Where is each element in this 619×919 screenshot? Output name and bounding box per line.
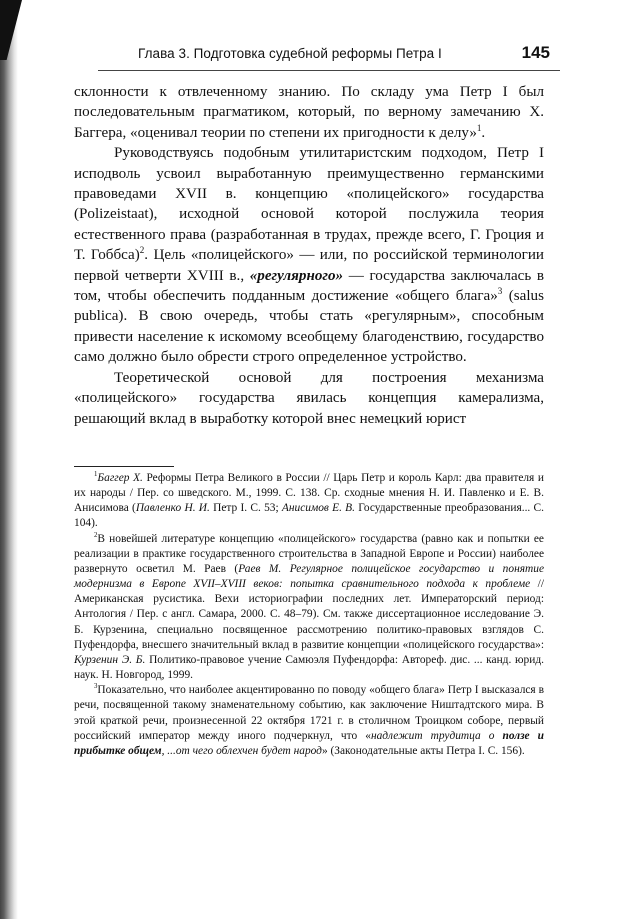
page-header — [98, 40, 560, 71]
footnote-2-text-c: Политико-правовое учение Самюэля Пуфендорфа: Автореф. дис. ... канд. юрид. наук. Н. Новгород, 1999. — [74, 653, 544, 682]
paragraph-1-text: склонности к отвлеченному знанию. По складу ума Петр I был последовательным прагматиком, который, по верному замечанию X. Баггера, «оценивал теории по степени их пригодности к делу» — [74, 84, 544, 141]
paragraph-2-text-a: Руководствуясь подобным утилитаристским подходом, Петр I исподволь усвоил выработанную преимущественно германскими правоведами XVII в. концепцию «полицейского» государства (Polizeistaat), исходной основой которой послужила теория естественного права (разработанная в трудах, прежде всего, Г. Гроция и Т. Гоббса) — [74, 145, 544, 264]
running-head: Глава 3. Подготовка судебной реформы Петра I — [138, 46, 442, 61]
footnote-3-number: 3 — [94, 683, 98, 691]
footnote-3-quote-bold: ползе и прибытке общем — [74, 729, 544, 757]
main-text — [74, 82, 544, 429]
paragraph-1-end: . — [481, 124, 486, 141]
footnote-2-number: 2 — [94, 531, 98, 539]
footnotes — [74, 471, 544, 759]
paragraph-2-text-b: . Цель «полицейского» — или, по российской терминологии первой четверти XVIII в., — [74, 247, 544, 284]
footnote-ref-3: 3 — [497, 286, 503, 297]
page-number: 145 — [521, 43, 550, 62]
paragraph-3 — [74, 368, 544, 429]
footnote-ref-2: 2 — [139, 245, 145, 256]
footnote-1-author: Баггер X. — [97, 472, 143, 484]
footnote-3-quote-end: , ...от чего облехчен будет народ — [161, 744, 322, 757]
footnote-1-text-a: Реформы Петра Великого в России // Царь Петр и король Карл: два правителя и их народы / Пер. со шведского. М., 1999. С. 138. Ср. сходные мнения Н. И. Павленко и Е. В. Анисимова ( — [74, 472, 544, 515]
paragraph-2-emphasis: «регулярного» — [249, 267, 344, 284]
footnote-1-text-c: Государственные преобразования... С. 104). — [74, 502, 544, 530]
paragraph-2 — [74, 143, 544, 367]
paragraph-2-text-c: — государства заключалась в том, чтобы обеспечить подданным достижение «общего блага» — [74, 267, 544, 305]
paragraph-1 — [74, 82, 544, 143]
footnote-separator — [74, 466, 174, 467]
footnote-1-number: 1 — [94, 471, 98, 479]
footnote-2-text-b: // Американская русистика. Вехи историографии последних лет. Императорский период: Антология / Пер. с англ. Самара, 2000. С. 48–79). См. также диссертационное исследование Э. Б. Курзенина, специально посвященное рассмотрению политико-правовых взглядов С. Пуфендорфа, внесшего значительный вклад в развитие концепции «полицейского государства»: — [74, 578, 544, 651]
footnote-2-author-2: Курзенин Э. Б. — [74, 653, 146, 666]
footnote-1-text-b: Петр I. С. 53; — [209, 502, 282, 515]
footnote-3 — [74, 683, 544, 759]
footnote-2-author: Раев М. — [238, 562, 282, 575]
footnote-3-quote: надлежит трудитца о — [370, 729, 503, 742]
paragraph-3-text: Теоретической основой для построения механизма «полицейского» государства явилась концепция камерализма, решающий вклад в выработку которой внес немецкий юрист — [74, 369, 544, 427]
footnote-3-text-b: » (Законодательные акты Петра I. С. 156). — [321, 744, 525, 757]
footnote-2-title: Регулярное полицейское государство и понятие модернизма в Европе XVII–XVIII веков: попытка сравнительного подхода к проблеме — [74, 562, 544, 591]
footnote-3-text-a: Показательно, что наиболее акцентированно по поводу «общего блага» Петр I высказался в речи, посвященной такому знаменательному событию, как заключение Ништадтского мира. В этой краткой речи, произнесенной 22 октября 1721 г. в столичном Троицком соборе, первый российский император между иного подчеркнул, что « — [74, 684, 544, 742]
footnote-2 — [74, 532, 544, 684]
footnote-2-text-a: В новейшей литературе концепцию «полицейского» государства (равно как и попытки ее реализации в практике государственного строительства в Западной Европе и России) наиболее развернуто осветил М. Раев ( — [74, 532, 544, 575]
footnote-ref-1: 1 — [476, 122, 482, 133]
footnote-1 — [74, 471, 544, 532]
footnote-1-author-3: Анисимов Е. В. — [281, 502, 355, 515]
paragraph-2-text-d: (salus publica). В свою очередь, чтобы стать «регулярным», способным привести население к искомому всеобщему благоденствию, государство само должно было обрести строго определенное устройство. — [74, 288, 544, 366]
footnote-1-author-2: Павленко Н. И. — [135, 502, 210, 515]
scan-edge-shadow — [0, 0, 18, 919]
